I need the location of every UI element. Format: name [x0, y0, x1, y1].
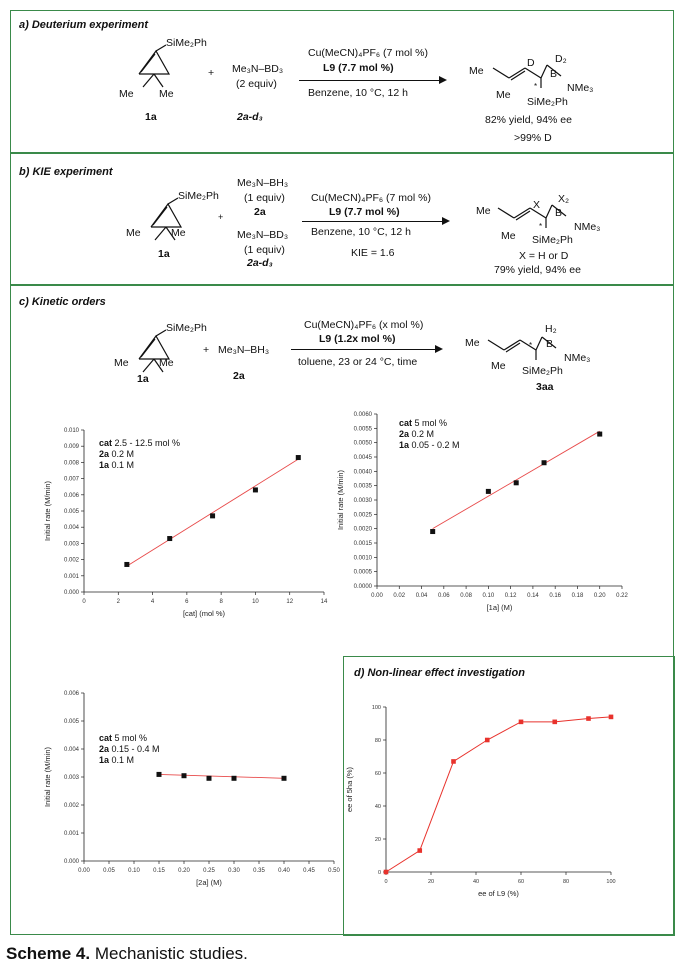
- product-a-d2: D₂: [555, 53, 567, 65]
- y-tick-label: 0.0055: [353, 426, 372, 433]
- legend-entry: 1a 0.05 - 0.2 M: [399, 440, 460, 450]
- product-a-me-bottom: Me: [496, 89, 511, 101]
- data-point: [514, 480, 519, 485]
- y-tick-label: 0.0060: [353, 412, 372, 418]
- y-tick-label: 0.004: [63, 747, 79, 753]
- reagent-2a-formula: Me₃N–BH₃: [237, 177, 289, 189]
- data-point: [542, 460, 547, 465]
- y-tick-label: 0.003: [63, 541, 79, 548]
- y-axis-title: ee of 5ha (%): [345, 766, 354, 813]
- product-a-me-top: Me: [469, 65, 484, 77]
- reagent-2a-label: 2a: [254, 206, 266, 218]
- x-tick-label: 60: [517, 879, 525, 885]
- product-3aa-boron: B: [546, 338, 554, 350]
- data-point: [282, 776, 287, 781]
- condition-ligand: L9 (7.7 mol %): [329, 206, 400, 218]
- condition-catalyst: Cu(MeCN)₄PF₆ (7 mol %): [308, 47, 428, 59]
- x-tick-label: 2: [116, 599, 120, 605]
- x-tick-label: 0.06: [437, 593, 450, 599]
- caption-label: Scheme 4.: [6, 944, 91, 963]
- figure-caption: [6, 944, 248, 964]
- condition-catalyst: Cu(MeCN)₄PF₆ (7 mol %): [311, 192, 431, 204]
- data-point: [253, 487, 258, 492]
- data-point: [586, 716, 591, 721]
- reagent-1a-me-left: Me: [119, 88, 134, 100]
- x-tick-label: 0.00: [78, 868, 90, 874]
- plus-sign: +: [208, 67, 215, 79]
- y-tick-label: 0.001: [63, 573, 79, 580]
- non-linear-effect-chart: [346, 687, 636, 907]
- data-point: [451, 759, 456, 764]
- reagent-1a-me-left: Me: [114, 357, 129, 369]
- product-a-silyl: SiMe₂Ph: [527, 96, 568, 108]
- product-b-silyl: SiMe₂Ph: [532, 234, 573, 246]
- legend-entry: 2a 0.2 M: [99, 449, 135, 459]
- reagent-1a-substituent: SiMe₂Ph: [166, 322, 207, 334]
- y-tick-label: 0.0020: [353, 526, 372, 533]
- legend-entry: cat 2.5 - 12.5 mol %: [99, 438, 181, 448]
- x-tick-label: 0.08: [460, 593, 472, 599]
- legend-entry: 1a 0.1 M: [99, 460, 135, 470]
- data-point: [417, 848, 422, 853]
- y-tick-label: 0.0000: [353, 584, 372, 590]
- x-tick-label: 12: [286, 599, 294, 605]
- data-point: [124, 562, 129, 567]
- y-tick-label: 0.0015: [353, 541, 372, 547]
- x-tick-label: 0.25: [203, 868, 215, 874]
- data-point: [182, 773, 187, 778]
- x-tick-label: 0.14: [527, 593, 539, 599]
- condition-solvent: toluene, 23 or 24 °C, time: [298, 356, 418, 368]
- result-x-definition: X = H or D: [519, 250, 569, 262]
- product-b-boron: B: [555, 207, 563, 219]
- rate-vs-catalyst-chart: [29, 418, 329, 618]
- product-3aa-nme3: NMe₃: [564, 352, 591, 364]
- reagent-1a-substituent: SiMe₂Ph: [166, 37, 207, 49]
- reagent-2a-d3-formula: Me₃N–BD₃: [232, 63, 284, 75]
- legend-entry: 2a 0.15 - 0.4 M: [99, 744, 160, 754]
- reaction-arrow: [291, 349, 441, 350]
- y-tick-label: 0.000: [63, 590, 79, 596]
- y-tick-label: 0.003: [63, 775, 79, 781]
- y-tick-label: 0.000: [63, 859, 79, 865]
- x-tick-label: 0.05: [103, 868, 115, 874]
- result-yield-ee: 82% yield, 94% ee: [485, 114, 572, 126]
- product-3aa-silyl: SiMe₂Ph: [522, 365, 563, 377]
- y-axis-title: Initial rate (M/min): [43, 480, 52, 542]
- condition-solvent: Benzene, 10 °C, 12 h: [311, 226, 411, 238]
- product-3aa-me-top: Me: [465, 337, 480, 349]
- product-a-boron: B: [550, 68, 558, 80]
- reagent-2a-d3-label: 2a-d₃: [237, 111, 263, 123]
- x-tick-label: 0.15: [153, 868, 165, 874]
- x-tick-label: 0.40: [278, 868, 290, 874]
- y-tick-label: 0.0005: [353, 569, 372, 576]
- data-point: [207, 776, 212, 781]
- product-a-d: D: [527, 57, 535, 69]
- y-tick-label: 0.0010: [353, 555, 372, 562]
- reagent-2a-d3-formula: Me₃N–BD₃: [237, 229, 289, 241]
- panel-d: [343, 656, 675, 936]
- product-3aa-h2: H₂: [545, 323, 557, 335]
- x-tick-label: 0.10: [128, 868, 140, 874]
- x-tick-label: 0.10: [482, 593, 495, 599]
- product-a-star: *: [534, 82, 538, 91]
- product-b-star: *: [539, 222, 543, 231]
- x-tick-label: 0.16: [549, 593, 562, 599]
- product-b-me-bottom: Me: [501, 230, 516, 242]
- legend-entry: cat 5 mol %: [399, 418, 448, 428]
- x-tick-label: 0.00: [371, 593, 383, 599]
- y-tick-label: 0.0050: [353, 440, 372, 447]
- y-tick-label: 60: [374, 771, 381, 777]
- reagent-1a-me-right: Me: [159, 88, 174, 100]
- reagent-1a-label: 1a: [158, 248, 170, 260]
- y-tick-label: 0: [377, 870, 381, 876]
- product-b-x: X: [533, 199, 541, 211]
- x-axis-title: ee of L9 (%): [478, 889, 519, 898]
- reaction-arrow: [299, 80, 445, 81]
- legend-entry: 1a 0.1 M: [99, 755, 135, 765]
- result-yield-ee: 79% yield, 94% ee: [494, 264, 581, 276]
- data-point: [384, 870, 389, 875]
- panel-b: [10, 153, 674, 285]
- x-tick-label: 8: [219, 599, 223, 605]
- x-tick-label: 0.02: [393, 593, 406, 599]
- y-tick-label: 0.0040: [353, 469, 372, 476]
- fit-line: [127, 459, 298, 566]
- y-tick-label: 0.005: [63, 719, 79, 725]
- data-point: [597, 432, 602, 437]
- panel-c-title: c) Kinetic orders: [19, 296, 106, 308]
- y-axis-title: Initial rate (M/min): [43, 746, 52, 808]
- data-point: [552, 720, 557, 725]
- reagent-2a-formula: Me₃N–BH₃: [218, 344, 270, 356]
- x-axis-title: [cat] (mol %): [182, 609, 226, 618]
- data-point: [157, 772, 162, 777]
- data-point: [232, 776, 237, 781]
- reagent-1a-label: 1a: [145, 111, 157, 123]
- y-tick-label: 0.0025: [353, 512, 372, 519]
- x-tick-label: 0.22: [616, 593, 628, 599]
- y-axis-title: Initial rate (M/min): [336, 469, 345, 531]
- condition-catalyst: Cu(MeCN)₄PF₆ (x mol %): [304, 319, 424, 331]
- x-tick-label: 0.50: [328, 868, 340, 874]
- x-tick-label: 80: [562, 879, 570, 885]
- reagent-2a-equiv: (1 equiv): [244, 192, 285, 204]
- rate-vs-1a-chart: [319, 404, 639, 612]
- result-deuterium: >99% D: [514, 132, 552, 144]
- x-tick-label: 0.18: [571, 593, 584, 599]
- y-tick-label: 100: [371, 705, 381, 711]
- x-tick-label: 0: [384, 879, 388, 885]
- y-tick-label: 0.001: [63, 831, 79, 837]
- data-point: [486, 489, 491, 494]
- panel-d-title: d) Non-linear effect investigation: [354, 667, 525, 679]
- reagent-2a-d3-equiv: (2 equiv): [236, 78, 277, 90]
- fit-line: [159, 774, 284, 778]
- condition-ligand: L9 (1.2x mol %): [319, 333, 396, 345]
- y-tick-label: 0.007: [63, 476, 79, 483]
- product-a-nme3: NMe₃: [567, 82, 594, 94]
- reaction-arrow: [302, 221, 448, 222]
- x-tick-label: 10: [252, 599, 259, 605]
- y-tick-label: 0.009: [63, 444, 79, 451]
- x-tick-label: 0.45: [303, 868, 315, 874]
- x-tick-label: 4: [150, 599, 155, 605]
- y-tick-label: 0.006: [63, 492, 79, 499]
- legend-entry: cat 5 mol %: [99, 733, 148, 743]
- y-tick-label: 0.006: [63, 691, 79, 697]
- y-tick-label: 0.0030: [353, 498, 372, 504]
- reagent-1a-me-left: Me: [126, 227, 141, 239]
- y-tick-label: 20: [374, 837, 381, 843]
- product-3aa-star: *: [529, 341, 533, 350]
- data-point: [609, 715, 614, 720]
- data-point: [167, 536, 172, 541]
- y-tick-label: 0.010: [63, 428, 79, 434]
- data-point: [210, 513, 215, 518]
- x-tick-label: 14: [320, 599, 328, 605]
- legend-entry: 2a 0.2 M: [399, 429, 435, 439]
- x-tick-label: 0.20: [178, 868, 190, 874]
- x-tick-label: 0.30: [228, 868, 240, 874]
- data-point: [296, 455, 301, 460]
- rate-vs-2a-chart: [29, 681, 339, 886]
- caption-text: Mechanistic studies.: [90, 944, 248, 963]
- panel-a-title: a) Deuterium experiment: [19, 19, 148, 31]
- x-tick-label: 0.35: [253, 868, 265, 874]
- product-b-me-top: Me: [476, 205, 491, 217]
- reagent-1a-label: 1a: [137, 373, 149, 385]
- reagent-1a-me-right: Me: [159, 357, 174, 369]
- y-tick-label: 80: [374, 738, 381, 744]
- y-tick-label: 40: [374, 804, 381, 810]
- x-tick-label: 0.04: [415, 593, 428, 599]
- product-3aa-me-bottom: Me: [491, 360, 506, 372]
- reagent-1a-me-right: Me: [171, 227, 186, 239]
- panel-b-title: b) KIE experiment: [19, 166, 113, 178]
- x-tick-label: 100: [606, 879, 616, 885]
- condition-kie: KIE = 1.6: [351, 247, 395, 259]
- plus-sign: +: [218, 212, 224, 222]
- y-tick-label: 0.002: [63, 803, 79, 809]
- data-point: [519, 720, 524, 725]
- y-tick-label: 0.002: [63, 557, 79, 564]
- plus-sign: +: [203, 344, 210, 356]
- y-tick-label: 0.0045: [353, 455, 372, 461]
- data-point: [485, 738, 490, 743]
- y-tick-label: 0.005: [63, 509, 79, 515]
- panel-c: [10, 285, 674, 935]
- x-axis-title: [2a] (M): [196, 878, 222, 887]
- product-b-x2: X₂: [558, 193, 570, 205]
- reagent-2a-d3-equiv: (1 equiv): [244, 244, 285, 256]
- y-tick-label: 0.004: [63, 525, 79, 532]
- x-tick-label: 40: [472, 879, 480, 885]
- reagent-2a-label: 2a: [233, 370, 245, 382]
- condition-solvent: Benzene, 10 °C, 12 h: [308, 87, 408, 99]
- x-tick-label: 20: [427, 879, 435, 885]
- x-tick-label: 0: [82, 599, 86, 605]
- reagent-1a-substituent: SiMe₂Ph: [178, 190, 219, 202]
- condition-ligand: L9 (7.7 mol %): [323, 62, 394, 74]
- product-b-nme3: NMe₃: [574, 221, 601, 233]
- panel-a: [10, 10, 674, 153]
- y-tick-label: 0.008: [63, 460, 79, 467]
- y-tick-label: 0.0035: [353, 483, 372, 490]
- x-axis-title: [1a] (M): [486, 603, 513, 612]
- x-tick-label: 0.12: [504, 593, 517, 599]
- data-point: [430, 529, 435, 534]
- product-3aa-label: 3aa: [536, 381, 554, 393]
- x-tick-label: 6: [185, 599, 189, 605]
- reagent-2a-d3-label: 2a-d₃: [247, 257, 273, 269]
- x-tick-label: 0.20: [593, 593, 606, 599]
